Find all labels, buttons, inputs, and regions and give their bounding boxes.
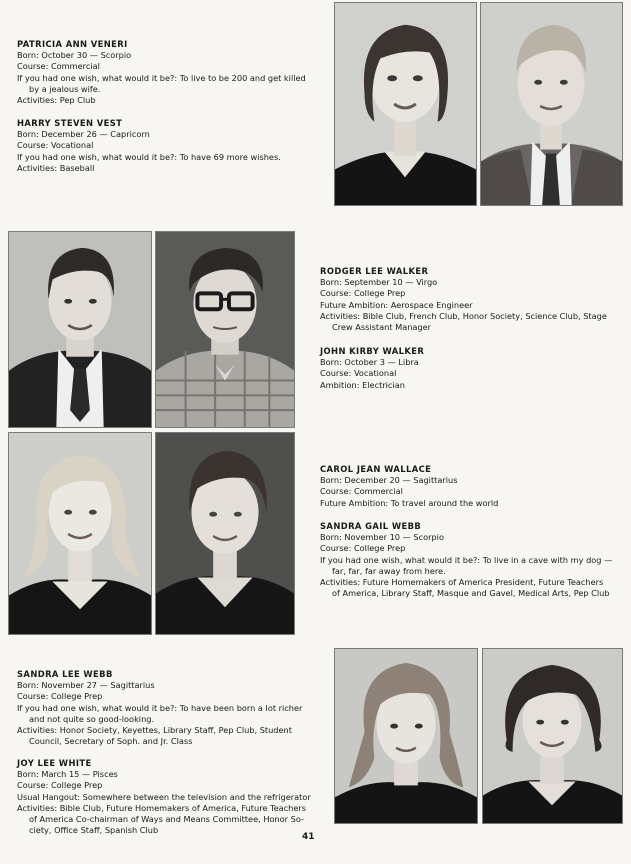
bio-line: Course: College Prep bbox=[17, 780, 103, 791]
bio-line: Activities: Future Homemakers of America President, Future Teachers bbox=[320, 577, 604, 588]
page-number: 41 bbox=[302, 832, 315, 842]
portrait-carol-wallace bbox=[8, 432, 152, 635]
bio-line: Course: College Prep bbox=[320, 543, 406, 554]
bio-rodger-walker bbox=[320, 266, 607, 333]
portrait-harry-vest bbox=[480, 2, 623, 206]
bio-line: If you had one wish, what would it be?: To have been born a lot richer bbox=[17, 702, 303, 713]
student-name: CAROL JEAN WALLACE bbox=[320, 464, 432, 474]
portrait-patricia-veneri bbox=[334, 2, 477, 206]
bio-line: by a jealous wife. bbox=[29, 83, 101, 94]
bio-line: Born: October 3 — Libra bbox=[320, 357, 419, 368]
bio-line: Born: November 27 — Sagittarius bbox=[17, 680, 155, 691]
bio-line: Future Ambition: Aerospace Engineer bbox=[320, 299, 473, 310]
bio-sandra-gail-webb bbox=[320, 521, 612, 599]
bio-harry-vest bbox=[17, 118, 281, 174]
portrait-john-walker bbox=[155, 231, 295, 428]
bio-line: Activities: Bible Club, Future Homemakers of America, Future Teachers bbox=[17, 802, 307, 813]
bio-line: Course: Commercial bbox=[320, 486, 403, 497]
bio-line: Activities: Pep Club bbox=[17, 95, 96, 106]
student-name: SANDRA LEE WEBB bbox=[17, 669, 113, 679]
bio-line: Born: November 10 — Scorpio bbox=[320, 532, 444, 543]
bio-line: Born: December 26 — Capricorn bbox=[17, 129, 150, 140]
student-name: SANDRA GAIL WEBB bbox=[320, 521, 422, 531]
student-name: RODGER LEE WALKER bbox=[320, 266, 429, 276]
bio-line: ciety, Office Staff, Spanish Club bbox=[29, 825, 159, 836]
bio-line: If you had one wish, what would it be?: To have 69 more wishes. bbox=[17, 151, 281, 162]
portrait-sandra-gail-webb bbox=[155, 432, 295, 635]
bio-line: If you had one wish, what would it be?: To live in a cave with my dog — bbox=[320, 554, 613, 565]
bio-line: Crew Assistant Manager bbox=[332, 322, 432, 333]
bio-joy-white bbox=[17, 758, 311, 836]
bio-line: Activities: Honor Society, Keyettes, Library Staff, Pep Club, Student bbox=[17, 725, 292, 736]
bio-line: far, far, far away from here. bbox=[332, 565, 446, 576]
portrait-rodger-walker bbox=[8, 231, 152, 428]
student-name: HARRY STEVEN VEST bbox=[17, 118, 123, 128]
bio-line: of America Co-chairman of Ways and Means Committee, Honor So- bbox=[29, 814, 304, 825]
portrait-joy-white bbox=[482, 648, 623, 824]
bio-line: Activities: Bible Club, French Club, Honor Society, Science Club, Stage bbox=[320, 310, 607, 321]
bio-line: Activities: Baseball bbox=[17, 162, 95, 173]
bio-line: of America, Library Staff, Masque and Gavel, Medical Arts, Pep Club bbox=[332, 588, 610, 599]
bio-line: Course: College Prep bbox=[320, 288, 406, 299]
bio-line: Ambition: Electrician bbox=[320, 379, 405, 390]
bio-line: Born: December 20 — Sagittarius bbox=[320, 475, 458, 486]
bio-line: Future Ambition: To travel around the world bbox=[320, 497, 499, 508]
bio-john-walker bbox=[320, 346, 424, 391]
bio-carol-wallace bbox=[320, 464, 498, 509]
bio-line: Council, Secretary of Soph. and Jr. Class bbox=[29, 736, 193, 747]
bio-line: and not quite so good-looking. bbox=[29, 713, 155, 724]
student-name: PATRICIA ANN VENERI bbox=[17, 39, 128, 49]
bio-line: Born: October 30 — Scorpio bbox=[17, 50, 132, 61]
bio-sandra-lee-webb bbox=[17, 669, 302, 747]
bio-line: Course: Vocational bbox=[320, 368, 397, 379]
bio-line: Born: March 15 — Pisces bbox=[17, 769, 118, 780]
student-name: JOHN KIRBY WALKER bbox=[320, 346, 425, 356]
portrait-sandra-lee-webb bbox=[334, 648, 478, 824]
bio-line: Course: College Prep bbox=[17, 691, 103, 702]
bio-line: Course: Commercial bbox=[17, 61, 100, 72]
student-name: JOY LEE WHITE bbox=[17, 758, 92, 768]
bio-line: If you had one wish, what would it be?: To live to be 200 and get killed bbox=[17, 72, 306, 83]
bio-line: Course: Vocational bbox=[17, 140, 94, 151]
bio-line: Born: September 10 — Virgo bbox=[320, 277, 438, 288]
bio-patricia-veneri bbox=[17, 39, 306, 106]
bio-line: Usual Hangout: Somewhere between the television and the refrigerator bbox=[17, 791, 311, 802]
